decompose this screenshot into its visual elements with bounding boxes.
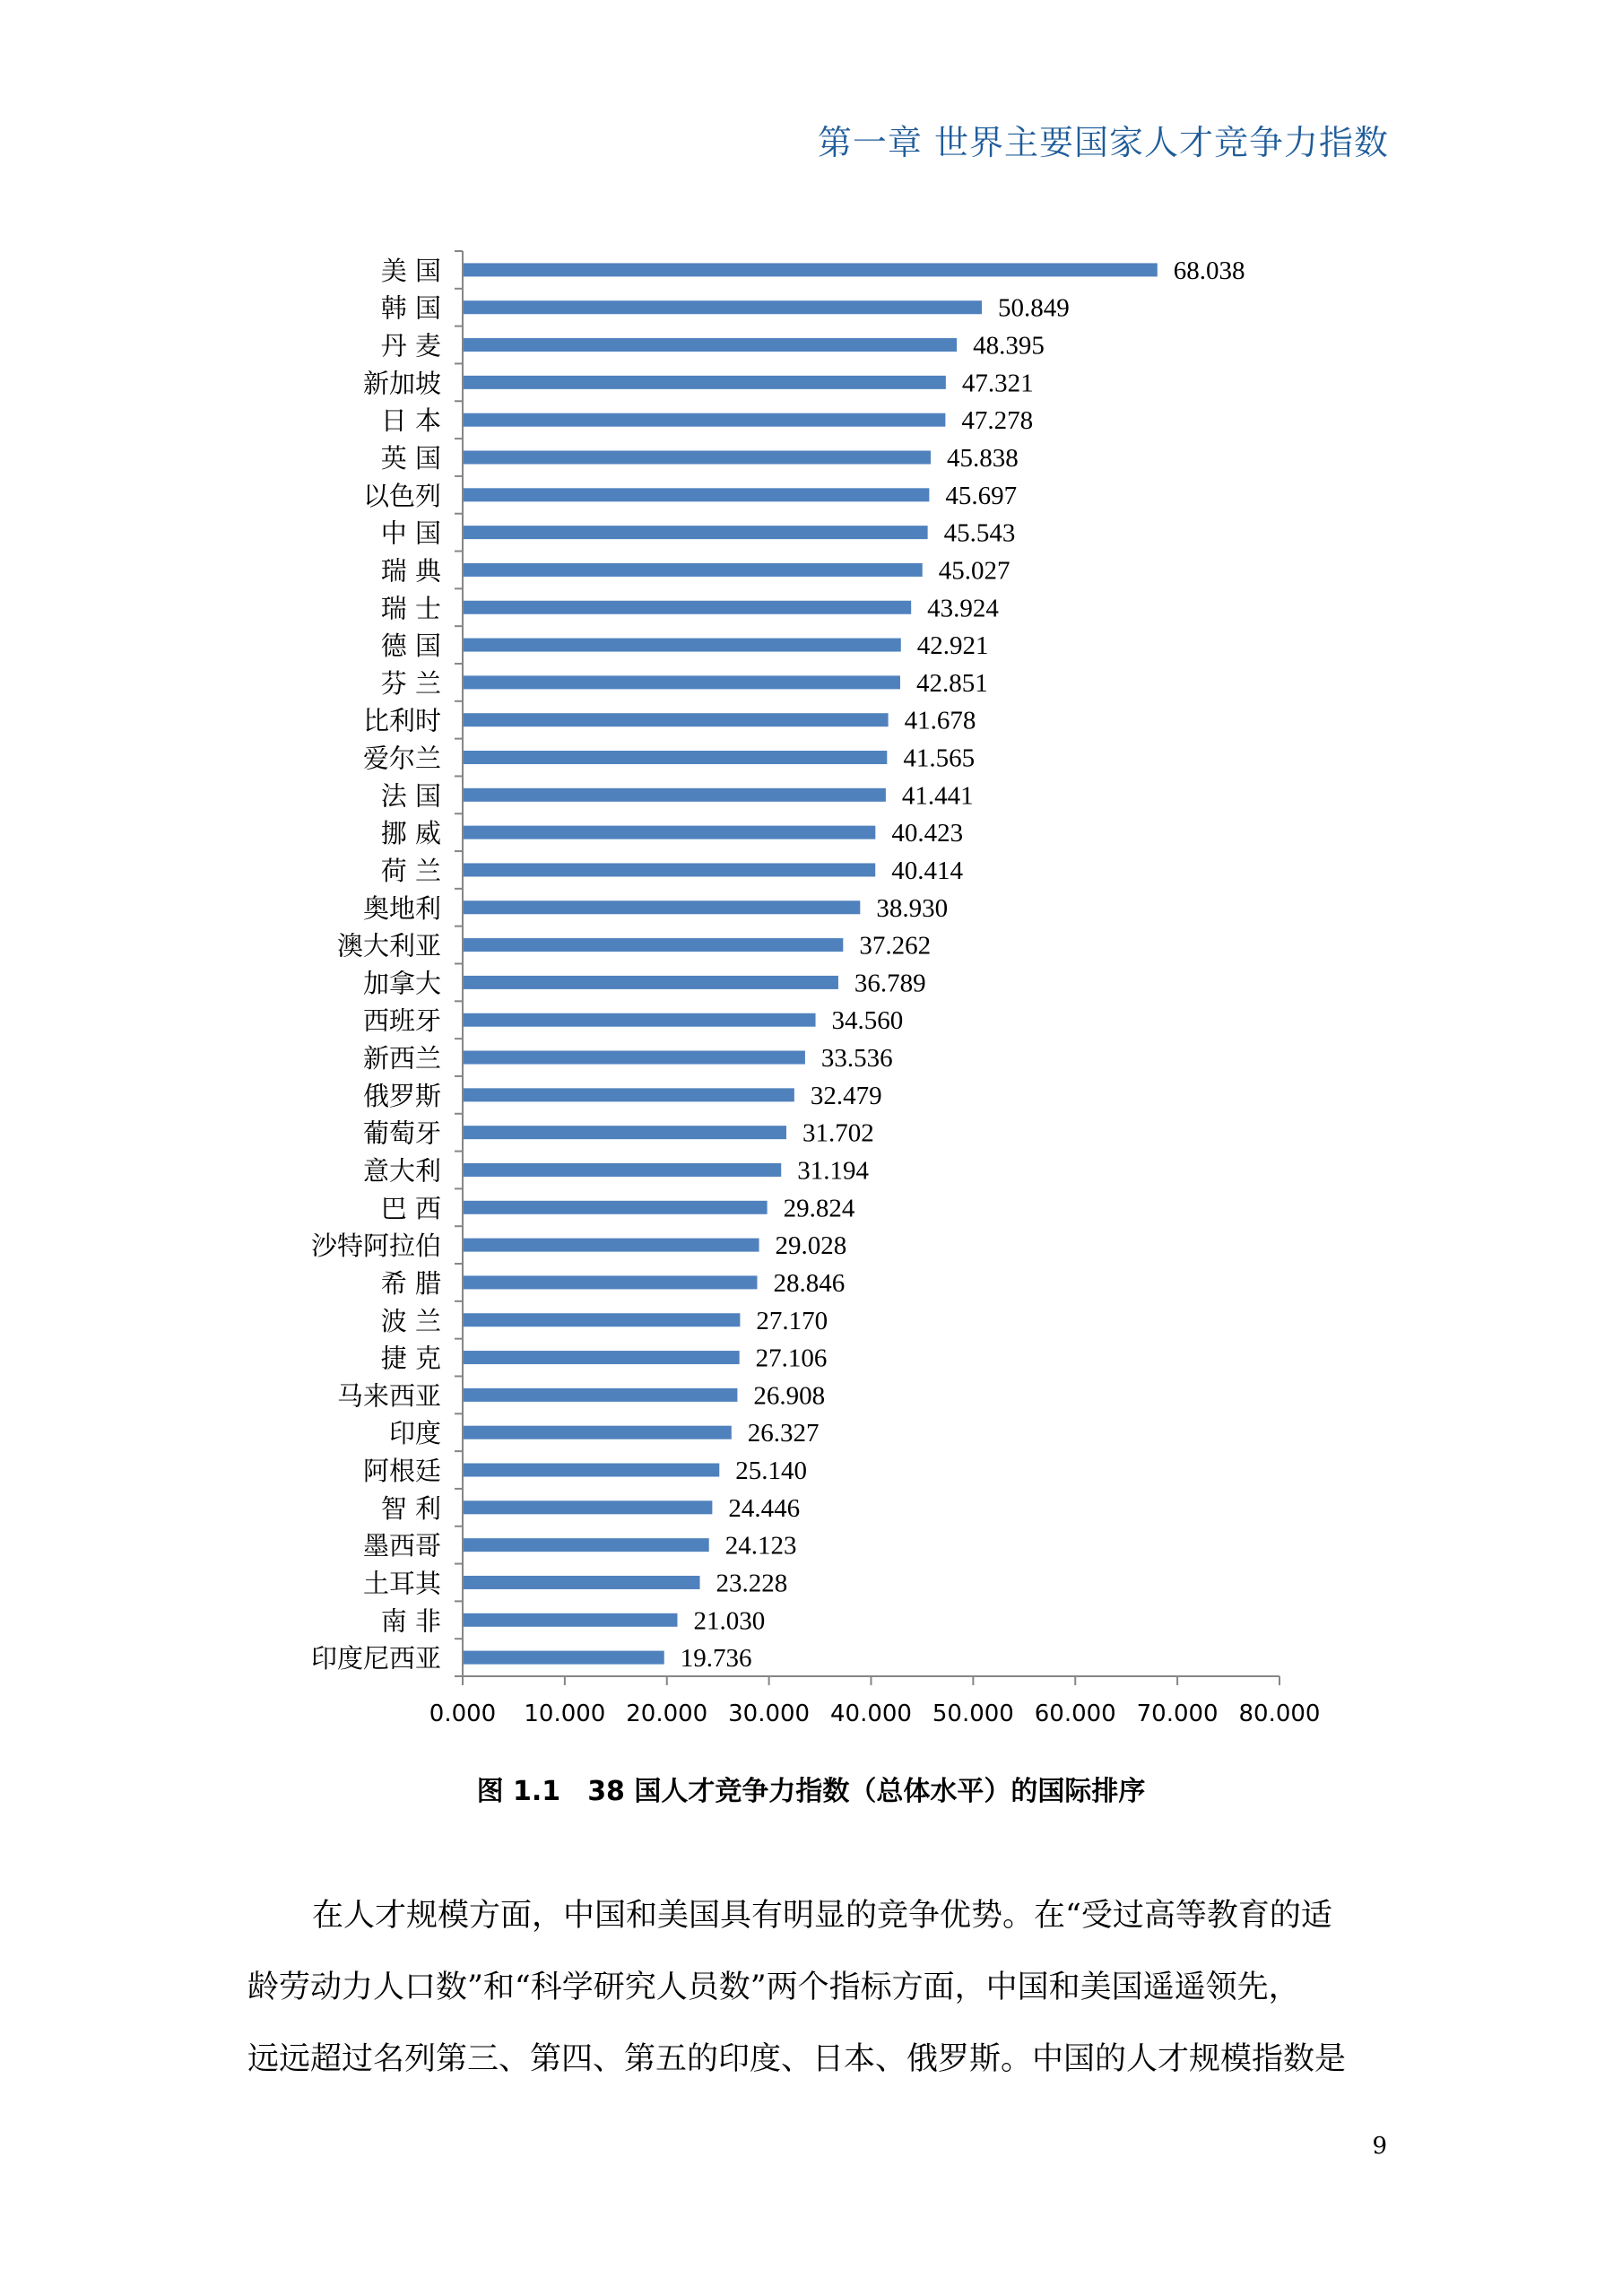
- bar: [464, 788, 886, 802]
- value-label: 29.824: [783, 1194, 855, 1223]
- value-label: 40.423: [891, 819, 964, 848]
- value-label: 40.414: [891, 856, 963, 885]
- x-tick-label: 40.000: [830, 1700, 912, 1727]
- category-label: 智 利: [380, 1492, 441, 1524]
- value-label: 24.123: [724, 1531, 797, 1561]
- bar: [464, 1013, 816, 1027]
- category-label: 瑞 典: [380, 555, 441, 587]
- value-label: 68.038: [1173, 256, 1245, 285]
- bar: [464, 1351, 740, 1364]
- bar: [464, 1239, 759, 1252]
- bar: [464, 675, 900, 689]
- chapter-header: 第一章 世界主要国家人才竞争力指数: [817, 123, 1389, 162]
- value-label: 45.543: [943, 518, 1016, 548]
- value-label: 21.030: [693, 1606, 766, 1636]
- x-tick-label: 0.000: [429, 1700, 497, 1727]
- value-label: 45.027: [938, 556, 1010, 586]
- x-tick-label: 70.000: [1136, 1700, 1219, 1727]
- category-label: 印度尼西亚: [310, 1643, 441, 1674]
- value-label: 31.702: [802, 1118, 874, 1148]
- bar: [464, 263, 1158, 276]
- page-number: 9: [1372, 2133, 1387, 2160]
- value-label: 26.327: [747, 1419, 820, 1448]
- category-label: 德 国: [380, 631, 441, 662]
- category-label: 澳大利亚: [336, 930, 441, 961]
- value-label: 50.849: [998, 293, 1070, 323]
- x-tick-label: 60.000: [1034, 1700, 1116, 1727]
- bar: [464, 1313, 740, 1326]
- value-label: 28.846: [773, 1268, 846, 1298]
- category-label: 马来西亚: [336, 1380, 441, 1412]
- value-label: 47.321: [961, 369, 1034, 398]
- value-label: 36.789: [854, 969, 926, 998]
- category-label: 芬 兰: [380, 667, 441, 699]
- value-label: 42.851: [915, 668, 988, 698]
- value-label: 41.678: [904, 706, 976, 735]
- bar: [464, 976, 838, 989]
- bar: [464, 1613, 677, 1627]
- category-label: 爱尔兰: [362, 743, 441, 774]
- bar: [464, 938, 843, 952]
- category-label: 阿根廷: [362, 1456, 441, 1487]
- x-tick-label: 80.000: [1238, 1700, 1321, 1727]
- category-label: 日 本: [380, 405, 441, 437]
- bar: [464, 1576, 700, 1589]
- category-label: 加拿大: [362, 968, 441, 999]
- bar: [464, 450, 931, 464]
- bar: [464, 1051, 805, 1065]
- x-tick-label: 10.000: [524, 1700, 606, 1727]
- bar: [464, 713, 889, 726]
- category-label: 西班牙: [362, 1005, 441, 1037]
- body-paragraph: [247, 1880, 1388, 2095]
- value-label: 42.921: [916, 631, 989, 661]
- value-label: 41.441: [901, 781, 974, 811]
- bar: [464, 563, 923, 577]
- bar: [464, 1538, 709, 1552]
- value-label: 25.140: [735, 1457, 808, 1486]
- value-label: 47.278: [961, 406, 1034, 436]
- category-label: 意大利: [362, 1155, 441, 1187]
- bar: [464, 1126, 786, 1139]
- category-label: 荷 兰: [380, 855, 441, 886]
- bar: [464, 376, 946, 389]
- category-label: 法 国: [380, 780, 441, 812]
- category-label: 墨西哥: [362, 1530, 441, 1561]
- bar: [464, 488, 929, 501]
- bar: [464, 1464, 719, 1477]
- value-label: 31.194: [797, 1156, 869, 1186]
- bar: [464, 1426, 732, 1439]
- value-label: 48.395: [973, 331, 1045, 361]
- category-label: 波 兰: [380, 1305, 441, 1336]
- category-label: 韩 国: [380, 292, 441, 324]
- bar: [464, 338, 957, 352]
- bar: [464, 1163, 781, 1177]
- bar: [464, 1088, 794, 1101]
- figure-caption-text: 38 国人才竞争力指数（总体水平）的国际排序: [587, 1776, 1146, 1807]
- value-label: 32.479: [810, 1081, 882, 1110]
- value-label: 27.170: [756, 1306, 828, 1335]
- category-label: 希 腊: [380, 1267, 441, 1299]
- value-label: 43.924: [927, 594, 999, 623]
- bar: [464, 826, 875, 839]
- category-label: 美 国: [380, 255, 441, 286]
- bar: [464, 639, 901, 652]
- category-label: 奥地利: [362, 892, 441, 924]
- x-tick-label: 30.000: [728, 1700, 811, 1727]
- category-label: 新加坡: [362, 368, 441, 399]
- category-label: 以色列: [362, 480, 441, 511]
- category-label: 比利时: [362, 705, 441, 736]
- value-label: 37.262: [859, 931, 932, 961]
- value-label: 29.028: [775, 1231, 847, 1261]
- value-label: 34.560: [831, 1006, 904, 1036]
- category-label: 中 国: [380, 517, 441, 549]
- body-line: 在人才规模方面，中国和美国具有明显的竞争优势。在“受过高等教育的适: [312, 1898, 1332, 1934]
- category-label: 新西兰: [362, 1043, 441, 1074]
- x-tick-label: 50.000: [932, 1700, 1014, 1727]
- bar: [464, 1275, 757, 1289]
- value-label: 38.930: [876, 893, 949, 923]
- figure-caption: [0, 1769, 1622, 1808]
- category-label: 英 国: [380, 442, 441, 474]
- category-label: 丹 麦: [380, 330, 441, 361]
- category-label: 挪 威: [380, 818, 441, 849]
- bar: [464, 526, 928, 539]
- category-label: 捷 克: [380, 1343, 441, 1374]
- category-label: 土耳其: [362, 1568, 441, 1599]
- value-label: 33.536: [820, 1044, 893, 1074]
- value-label: 23.228: [716, 1569, 788, 1598]
- bar: [464, 413, 945, 427]
- value-label: 45.697: [945, 481, 1018, 510]
- value-label: 19.736: [680, 1644, 752, 1674]
- category-label: 印度: [388, 1418, 441, 1449]
- value-label: 41.565: [903, 744, 976, 773]
- bar: [464, 751, 887, 764]
- bar: [464, 1500, 712, 1514]
- category-label: 巴 西: [380, 1193, 441, 1224]
- value-label: 24.446: [728, 1493, 801, 1523]
- value-label: 26.908: [753, 1381, 826, 1411]
- bar: [464, 1651, 664, 1665]
- category-label: 俄罗斯: [362, 1080, 441, 1111]
- category-label: 沙特阿拉伯: [310, 1231, 441, 1262]
- category-label: 葡萄牙: [362, 1118, 441, 1149]
- bar: [464, 1388, 737, 1402]
- figure-number: 图 1.1: [476, 1776, 561, 1807]
- body-line: 龄劳动力人口数”和“科学研究人员数”两个指标方面，中国和美国遥遥领先，: [247, 1970, 1300, 2005]
- bar: [464, 1201, 768, 1214]
- bar: [464, 601, 911, 614]
- value-label: 27.106: [755, 1344, 828, 1373]
- bar: [464, 300, 982, 314]
- body-line: 远远超过名列第三、第四、第五的印度、日本、俄罗斯。中国的人才规模指数是: [247, 2041, 1347, 2077]
- bar: [464, 900, 860, 914]
- x-tick-label: 20.000: [626, 1700, 708, 1727]
- value-label: 45.838: [946, 443, 1019, 473]
- category-label: 南 非: [380, 1605, 441, 1637]
- category-label: 瑞 士: [380, 593, 441, 624]
- bar: [464, 863, 875, 876]
